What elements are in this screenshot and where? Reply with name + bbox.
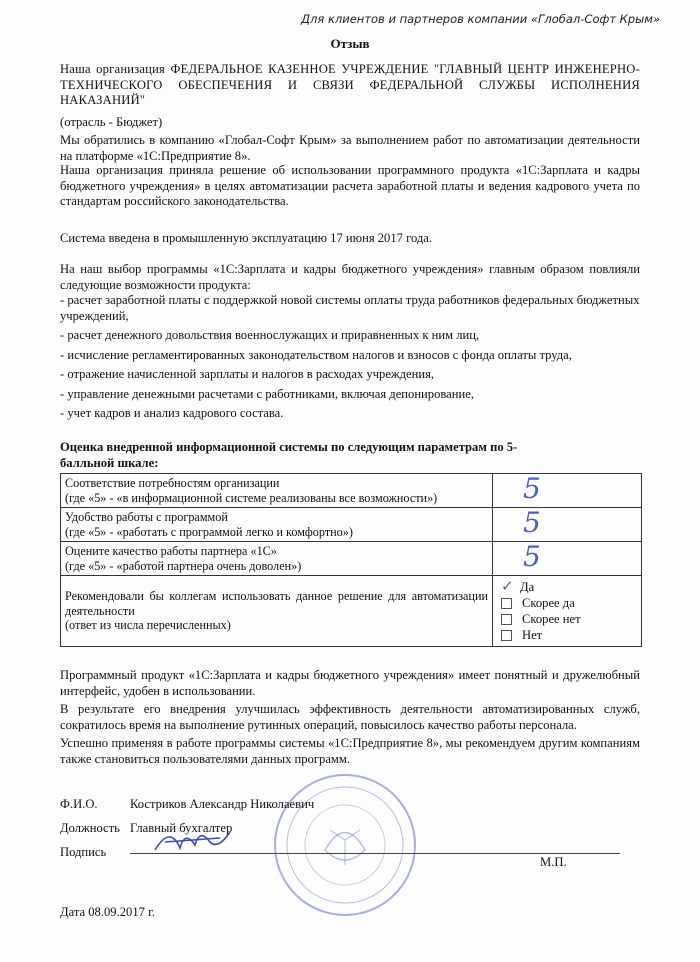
option-net[interactable]: Нет (493, 627, 641, 643)
conclusion-paragraph-1: Программный продукт «1С:Зарплата и кадры бюджетного учреждения» имеет понятный и дружелюбный интерфейс, удобен в использовании. (60, 668, 640, 698)
handwritten-score: 5 (523, 506, 541, 539)
rating-table (60, 473, 642, 647)
fio-value: Костриков Александр Николаевич (130, 797, 315, 811)
rating-row (61, 508, 642, 542)
checkbox-icon (501, 630, 512, 641)
organization-paragraph: Наша организация ФЕДЕРАЛЬНОЕ КАЗЕННОЕ УЧРЕЖДЕНИЕ "ГЛАВНЫЙ ЦЕНТР ИНЖЕНЕРНО-ТЕХНИЧЕСКОГО ОБЕСПЕЧЕНИЯ И СВЯЗИ ФЕДЕРАЛЬНОЙ СЛУЖБЫ ИСПОЛНЕНИЯ НАКАЗАНИЙ" (60, 62, 640, 107)
rating-row (61, 474, 642, 508)
recommend-row (61, 576, 642, 647)
intro-paragraph-4: На наш выбор программы «1С:Зарплата и кадры бюджетного учреждения» главным образом повлияли следующие возможности продукта: (60, 262, 640, 292)
feature-item: - расчет заработной платы с поддержкой новой системы оплаты труда работников федеральных бюджетных учреждений, (60, 293, 640, 323)
position-value: Главный бухгалтер (130, 821, 233, 835)
checkbox-icon (501, 598, 512, 609)
document-title: Отзыв (330, 36, 370, 51)
industry-line: (отрасль - Бюджет) (60, 115, 163, 129)
signature-row (60, 845, 106, 860)
feature-list (60, 293, 640, 426)
position-label: Должность (60, 821, 120, 835)
recommend-question: Рекомендовали бы коллегам использовать данное решение для автоматизации деятельности (ответ из числа перечисленных) (61, 576, 493, 647)
rating-score-cell[interactable] (493, 474, 642, 508)
handwritten-score: 5 (523, 472, 541, 505)
option-skoree-da[interactable]: Скорее да (493, 595, 641, 611)
rating-row (61, 542, 642, 576)
document-date: Дата 08.09.2017 г. (60, 905, 155, 919)
feature-item: - расчет денежного довольствия военнослужащих и приравненных к ним лиц, (60, 328, 480, 342)
signature-label: Подпись (60, 845, 107, 859)
rating-score-cell[interactable] (493, 508, 642, 542)
rating-heading: Оценка внедренной информационной системы по следующим параметрам по 5-балльной шкале: (60, 440, 518, 470)
rating-question: Оцените качество работы партнера «1С» (где «5» - «работой партнера очень доволен») (61, 542, 493, 576)
intro-paragraph-2: Наша организация приняла решение об использовании программного продукта «1С:Зарплата и кадры бюджетного учреждения» в целях автоматизации расчета заработной платы и ведения кадрового учета по стандартам российского законодательства. (60, 163, 640, 208)
recommend-options (493, 576, 642, 647)
checkmark-icon: ✓ (501, 578, 514, 595)
feature-item: - управление денежными расчетами с работниками, включая депонирование, (60, 386, 474, 401)
fio-row (60, 797, 315, 812)
rating-question: Соответствие потребностям организации (где «5» - «в информационной системе реализованы все возможности») (61, 474, 493, 508)
fio-label: Ф.И.О. (60, 797, 98, 811)
option-da[interactable]: ✓ Да (501, 578, 535, 595)
conclusion-paragraph-3: Успешно применяя в работе программы системы «1С:Предприятие 8», мы рекомендуем другим компаниям также становиться пользователями данных программ. (60, 736, 640, 766)
rating-score-cell[interactable] (493, 542, 642, 576)
intro-paragraph-1: Мы обратились в компанию «Глобал-Софт Крым» за выполнением работ по автоматизации деятельности на платформе «1С:Предприятие 8». (60, 133, 640, 163)
feature-item: - отражение начисленной зарплаты и налогов в расходах учреждения, (60, 367, 435, 381)
feature-item: - учет кадров и анализ кадрового состава. (60, 406, 284, 420)
organization-stamp (270, 770, 420, 920)
intro-paragraph-3: Система введена в промышленную эксплуатацию 17 июня 2017 года. (60, 231, 433, 245)
handwritten-score: 5 (523, 540, 541, 573)
conclusion-paragraph-2: В результате его внедрения улучшилась эффективность деятельности автоматизированных служб, сократилось время на выполнение рутинных операций, повысилось качество работы персонала. (60, 702, 640, 732)
feature-item: - исчисление регламентированных законодательством налогов и взносов с фонда оплаты труда, (60, 347, 572, 362)
option-skoree-net[interactable]: Скорее нет (493, 611, 641, 627)
handwritten-signature (150, 820, 240, 860)
header-note: Для клиентов и партнеров компании «Глобал-Софт Крым» (301, 12, 660, 26)
stamp-label: М.П. (540, 855, 567, 869)
checkbox-icon (501, 614, 512, 625)
position-row (60, 821, 233, 836)
rating-question: Удобство работы с программой (где «5» - «работать с программой легко и комфортно») (61, 508, 493, 542)
